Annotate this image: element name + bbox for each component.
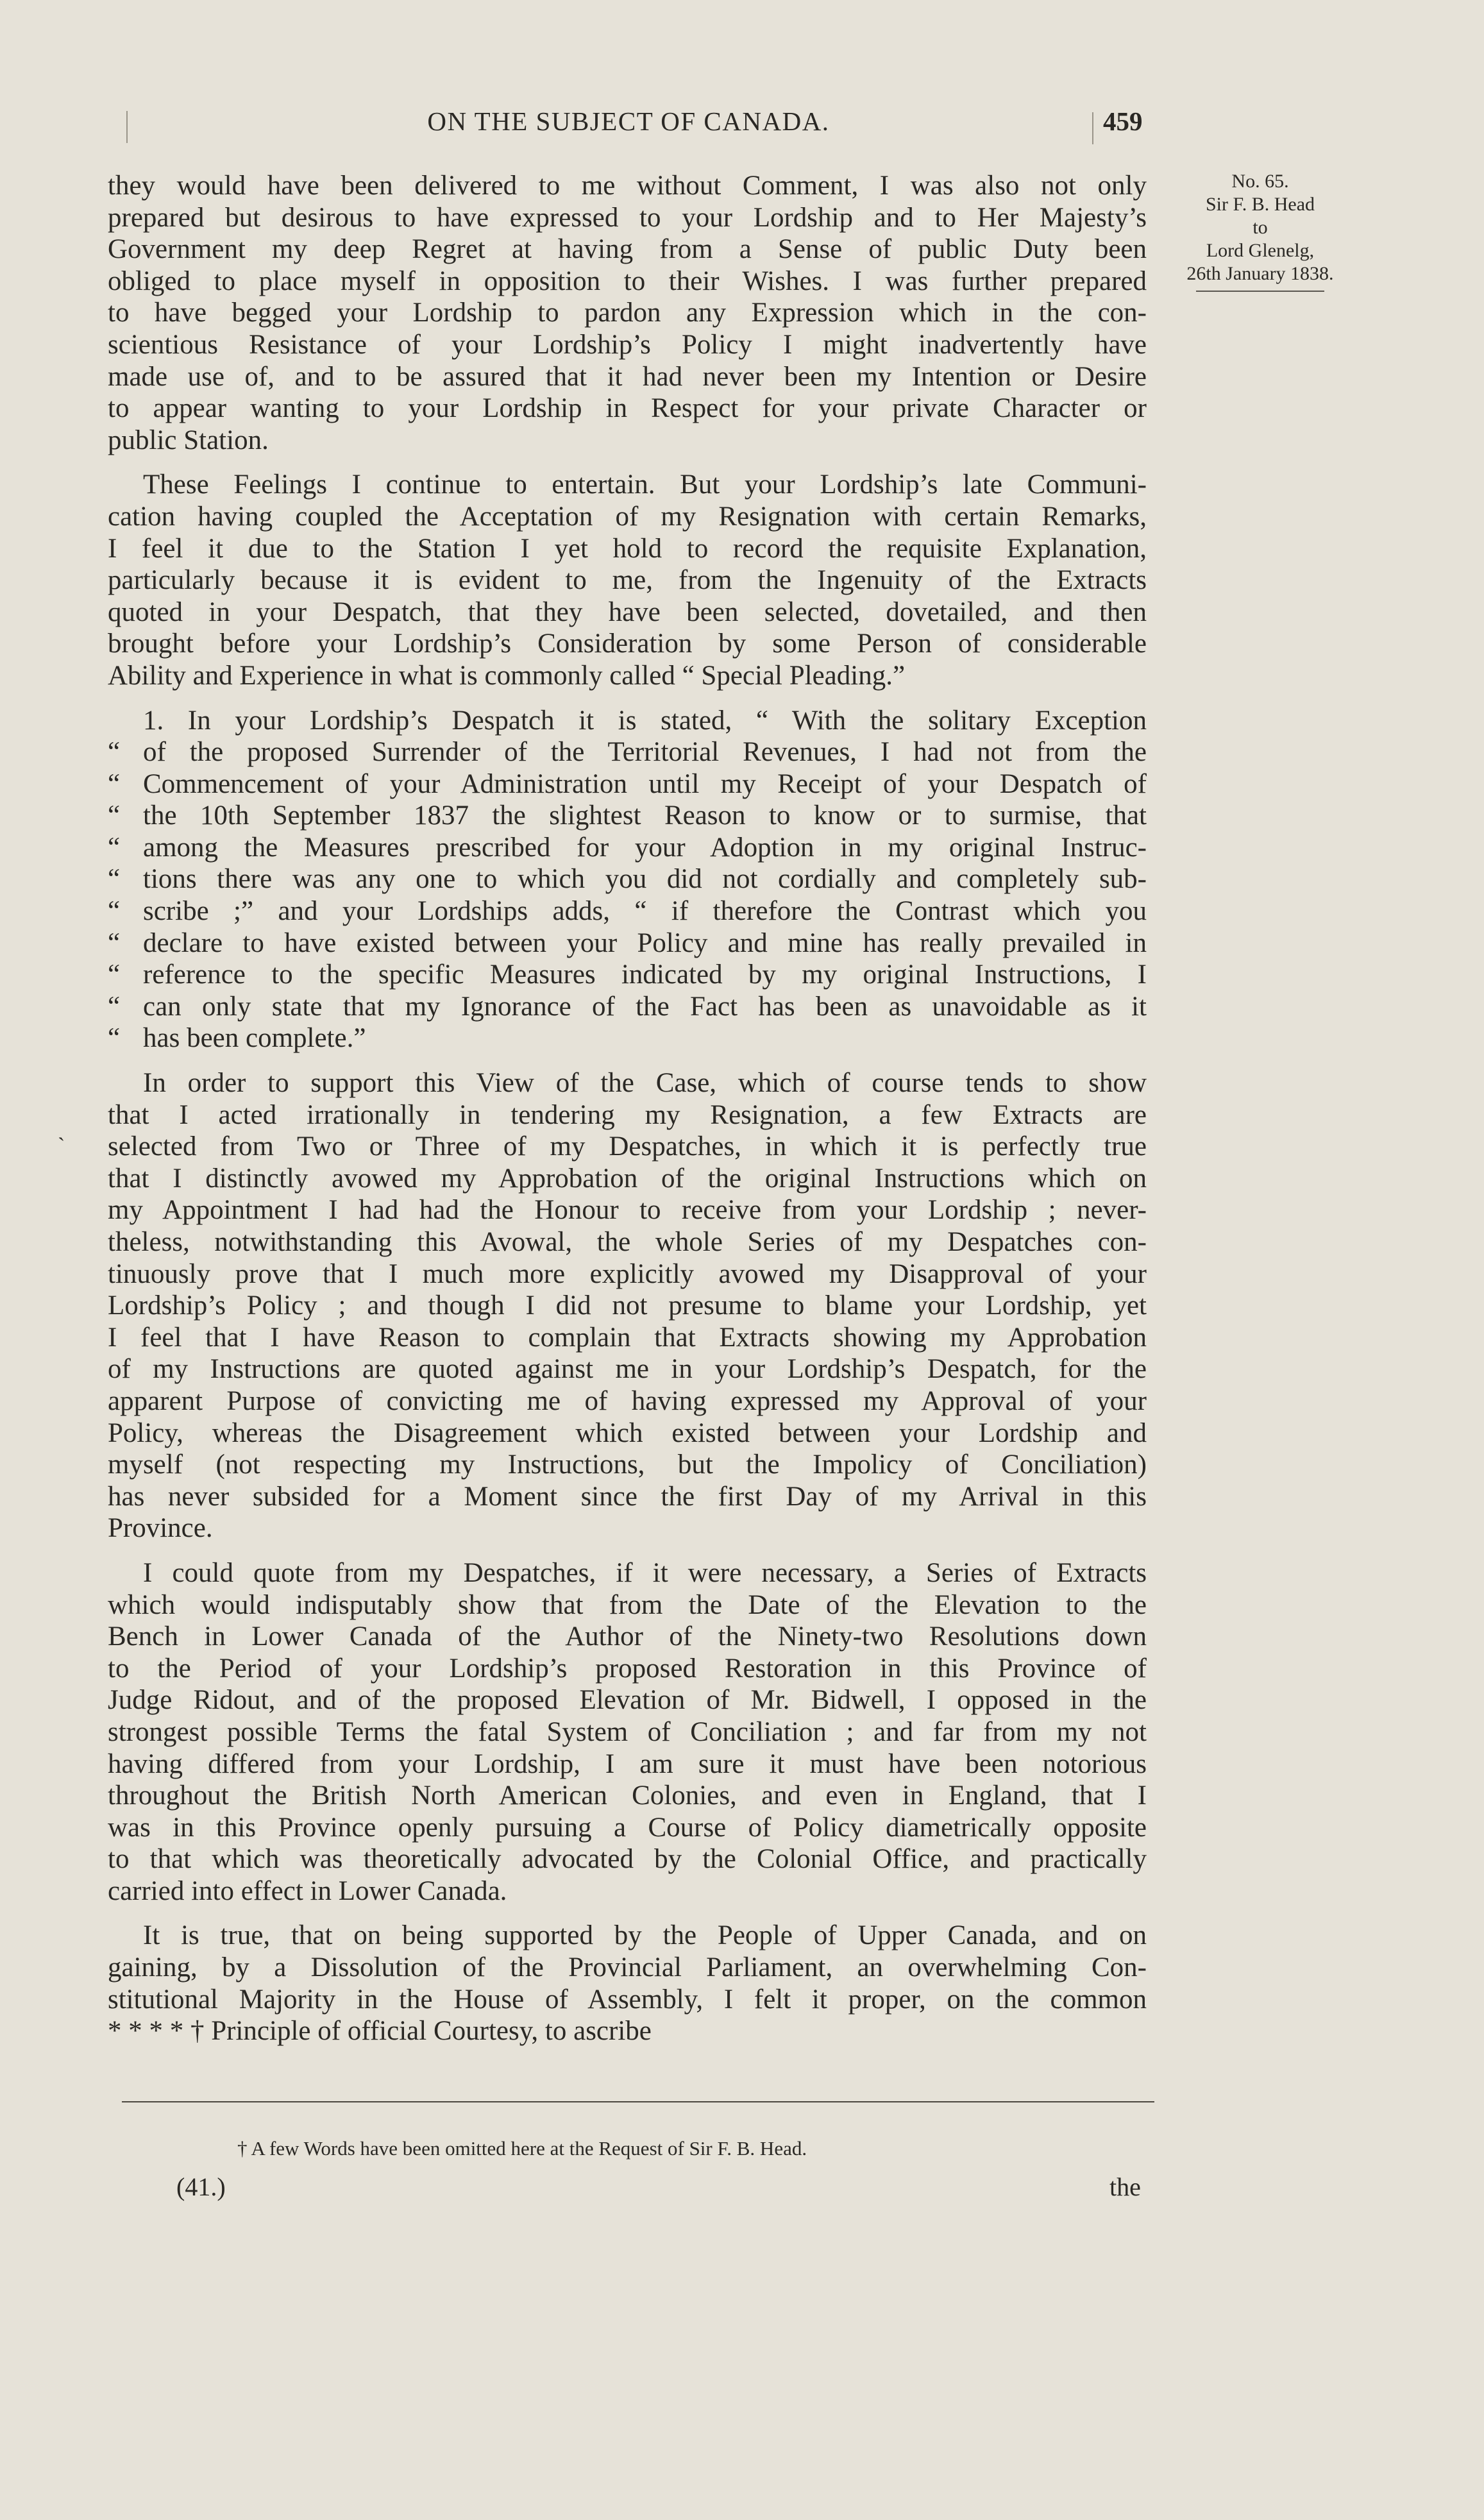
text-line: having differed from your Lordship, I am sure it must have been notorious xyxy=(108,1748,1147,1779)
margin-note-recipient: Lord Glenelg, xyxy=(1206,240,1315,261)
text-line: Judge Ridout, and of the proposed Elevation of Mr. Bidwell, I opposed in the xyxy=(108,1685,1147,1716)
text-line: These Feelings I continue to entertain. But your Lordship’s late Communi- xyxy=(143,469,1147,500)
text-line: stitutional Majority in the House of Assembly, I felt it proper, on the common xyxy=(108,1984,1147,2015)
text-line: “ can only state that my Ignorance of the Fact has been as unavoidable as it xyxy=(108,991,1147,1022)
text-line: I feel it due to the Station I yet hold to record the requisite Explanation, xyxy=(108,533,1147,564)
text-line: quoted in your Despatch, that they have been selected, dovetailed, and then xyxy=(108,596,1147,627)
text-line: to appear wanting to your Lordship in Respect for your private Character or xyxy=(108,393,1147,424)
text-line: brought before your Lordship’s Consideration by some Person of considerable xyxy=(108,629,1147,659)
text-line: “ among the Measures prescribed for your Adoption in my original Instruc- xyxy=(108,832,1147,863)
quote-mark: “ xyxy=(108,960,121,990)
text-line: prepared but desirous to have expressed to your Lordship and to Her Majesty’s xyxy=(108,202,1147,233)
margin-note xyxy=(1154,170,1366,292)
signature-mark: (41.) xyxy=(176,2172,226,2201)
text-line: 1. In your Lordship’s Despatch it is stated, “ With the solitary Exception xyxy=(143,705,1147,736)
margin-note-number: No. 65. xyxy=(1231,171,1289,192)
text-line: “ has been complete.” xyxy=(108,1023,366,1054)
text-line: “ the 10th September 1837 the slightest Reason to know or to surmise, that xyxy=(108,800,1147,831)
stray-mark: ` xyxy=(58,1134,65,1158)
text-line: Bench in Lower Canada of the Author of the Ninety-two Resolutions down xyxy=(108,1621,1147,1652)
text-line: to have begged your Lordship to pardon any Expression which in the con- xyxy=(108,298,1147,328)
text-line: I could quote from my Despatches, if it were necessary, a Series of Extracts xyxy=(143,1557,1147,1588)
text-line: “ Commencement of your Administration until my Receipt of your Despatch of xyxy=(108,768,1147,799)
text-line: gaining, by a Dissolution of the Provincial Parliament, an overwhelming Con- xyxy=(108,1952,1147,1983)
text-line: which would indisputably show that from the Date of the Elevation to the xyxy=(108,1589,1147,1620)
quote-mark: “ xyxy=(108,768,121,799)
text-line: Lordship’s Policy ; and though I did not presume to blame your Lordship, yet xyxy=(108,1290,1147,1321)
text-line: “ tions there was any one to which you did not cordially and completely sub- xyxy=(108,864,1147,895)
text-line: has never subsided for a Moment since the first Day of my Arrival in this xyxy=(108,1481,1147,1512)
text-line: I feel that I have Reason to complain that Extracts showing my Approbation xyxy=(108,1322,1147,1353)
text-line: It is true, that on being supported by the People of Upper Canada, and on xyxy=(143,1920,1147,1951)
footnote: † A few Words have been omitted here at the Request of Sir F. B. Head. xyxy=(237,2137,807,2160)
text-line: made use of, and to be assured that it had never been my Intention or Desire xyxy=(108,361,1147,392)
text-line: “ of the proposed Surrender of the Territorial Revenues, I had not from the xyxy=(108,737,1147,768)
text-line: Policy, whereas the Disagreement which existed between your Lordship and xyxy=(108,1417,1147,1448)
header-rule-right xyxy=(1092,112,1093,144)
quote-mark: “ xyxy=(108,832,121,863)
text-line: “ declare to have existed between your Policy and mine has really prevailed in xyxy=(108,927,1147,958)
catchword: the xyxy=(1109,2172,1141,2201)
text-line: to that which was theoretically advocated by the Colonial Office, and practically xyxy=(108,1844,1147,1875)
text-line: Government my deep Regret at having from a Sense of public Duty been xyxy=(108,234,1147,265)
text-line: strongest possible Terms the fatal System of Conciliation ; and far from my not xyxy=(108,1716,1147,1747)
running-header xyxy=(103,106,1154,142)
document-body xyxy=(108,170,1147,2060)
text-line: throughout the British North American Colonies, and even in England, that I xyxy=(108,1780,1147,1811)
margin-note-to: to xyxy=(1252,217,1268,238)
quote-mark: “ xyxy=(108,991,121,1022)
margin-note-rule xyxy=(1196,291,1324,292)
text-line: that I distinctly avowed my Approbation of the original Instructions which on xyxy=(108,1163,1147,1194)
text-line: of my Instructions are quoted against me in your Lordship’s Despatch, for the xyxy=(108,1354,1147,1385)
quote-mark: “ xyxy=(108,1023,121,1054)
quote-mark: “ xyxy=(108,864,121,895)
paragraph xyxy=(108,170,1147,456)
text-line: tinuously prove that I much more explicitly avowed my Disapproval of your xyxy=(108,1258,1147,1289)
text-line: my Appointment I had had the Honour to receive from your Lordship ; never- xyxy=(108,1195,1147,1226)
footnote-rule xyxy=(122,2101,1154,2102)
quote-mark: “ xyxy=(108,737,121,768)
margin-note-from: Sir F. B. Head xyxy=(1205,194,1315,215)
quote-mark: “ xyxy=(108,927,121,958)
text-line: theless, notwithstanding this Avowal, the whole Series of my Despatches con- xyxy=(108,1227,1147,1257)
text-line: “ scribe ;” and your Lordships adds, “ if therefore the Contrast which you xyxy=(108,896,1147,927)
text-line: In order to support this View of the Case, which of course tends to show xyxy=(143,1068,1147,1099)
header-title: ON THE SUBJECT OF CANADA. xyxy=(427,106,830,136)
text-line: myself (not respecting my Instructions, but the Impolicy of Conciliation) xyxy=(108,1450,1147,1480)
text-line: scientious Resistance of your Lordship’s Policy I might inadvertently have xyxy=(108,329,1147,360)
text-line: to the Period of your Lordship’s proposed Restoration in this Province of xyxy=(108,1653,1147,1684)
paragraph xyxy=(108,1067,1147,1544)
text-line: Ability and Experience in what is commonly called “ Special Pleading.” xyxy=(108,660,906,691)
paragraph xyxy=(108,705,1147,1055)
text-line: they would have been delivered to me without Comment, I was also not only xyxy=(108,171,1147,201)
paragraph xyxy=(108,469,1147,691)
text-line: particularly because it is evident to me, from the Ingenuity of the Extracts xyxy=(108,565,1147,596)
text-line: carried into effect in Lower Canada. xyxy=(108,1875,507,1906)
quote-mark: “ xyxy=(108,896,121,927)
text-line: cation having coupled the Acceptation of my Resignation with certain Remarks, xyxy=(108,501,1147,532)
text-line: public Station. xyxy=(108,425,269,455)
text-line: Province. xyxy=(108,1513,213,1544)
text-line: “ reference to the specific Measures indicated by my original Instructions, I xyxy=(108,960,1147,990)
text-line: was in this Province openly pursuing a Course of Policy diametrically opposite xyxy=(108,1812,1147,1843)
text-line: selected from Two or Three of my Despatches, in which it is perfectly true xyxy=(108,1131,1147,1162)
quote-mark: “ xyxy=(108,800,121,831)
page-number: 459 xyxy=(1103,106,1143,136)
text-line: apparent Purpose of convicting me of having expressed my Approval of your xyxy=(108,1385,1147,1416)
paragraph xyxy=(108,1920,1147,2047)
paragraph xyxy=(108,1557,1147,1907)
text-line: that I acted irrationally in tendering my Resignation, a few Extracts are xyxy=(108,1099,1147,1130)
text-line: * * * * † Principle of official Courtesy, to ascribe xyxy=(108,2016,652,2047)
margin-note-date: 26th January 1838. xyxy=(1186,263,1334,284)
text-line: obliged to place myself in opposition to their Wishes. I was further prepared xyxy=(108,266,1147,296)
